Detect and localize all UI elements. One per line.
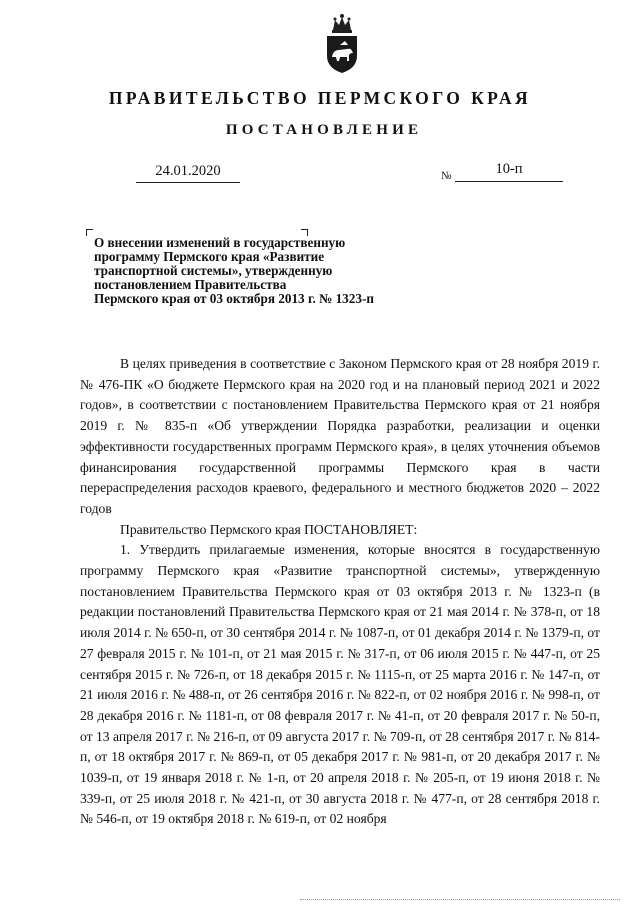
document-subject — [94, 236, 434, 306]
document-type: ПОСТАНОВЛЕНИЕ — [225, 122, 423, 138]
document-date: 24.01.2020 — [136, 163, 240, 183]
number-sign: № — [441, 170, 452, 182]
subject-corner-left — [86, 229, 93, 236]
document-number: 10-п — [455, 161, 563, 182]
preamble-paragraph: В целях приведения в соответствие с Законом Пермского края от 28 ноября 2019 г. № 476-ПК «О бюджете Пермского края на 2020 год и на плановый период 2021 и 2022 годов», в соответствии с постановлением Правительства Пермского края от 21 ноября 2019 г. № 835-п «Об утверждении Порядка разработки, реализации и оценки эффективности государственных программ Пермского края», в целях уточнения объемов финансирования государственной программы Пермского края в части перераспределения расходов краевого, федерального и местного бюджетов 2020 – 2022 годов — [80, 356, 600, 516]
subject-line: постановлением Правительства — [94, 277, 287, 292]
document-body — [80, 354, 600, 830]
coat-of-arms-icon — [323, 12, 361, 74]
subject-line: Пермского края от 03 октября 2013 г. № 1323-п — [94, 291, 374, 306]
subject-line: программу Пермского края «Развитие — [94, 249, 325, 264]
resolution-paragraph: Правительство Пермского края ПОСТАНОВЛЯЕТ: — [120, 521, 418, 537]
subject-line: транспортной системы», утвержденную — [94, 263, 333, 278]
page-bottom-rule — [300, 899, 620, 900]
government-title: ПРАВИТЕЛЬСТВО ПЕРМСКОГО КРАЯ — [108, 88, 532, 108]
item-1-paragraph: 1. Утвердить прилагаемые изменения, которые вносятся в государственную программу Пермского края «Развитие транспортной системы», утвержденную постановлением Правительства Пермского края от 03 октября 2013 г. № 1323-п (в редакции постановлений Правительства Пермского края от 21 мая 2014 г. № 378-п, от 18 июля 2014 г. № 650-п, от 30 сентября 2014 г. № 1087-п, от 01 декабря 2014 г. № 1379-п, от 27 февраля 2015 г. № 101-п, от 21 мая 2015 г. № 317-п, от 06 июля 2015 г. № 447-п, от 25 сентября 2015 г. № 726-п, от 18 декабря 2015 г. № 1115-п, от 25 марта 2016 г. № 147-п, от 21 июля 2016 г. № 488-п, от 26 сентября 2016 г. № 822-п, от 02 ноября 2016 г. № 998-п, от 28 декабря 2016 г. № 1181-п, от 08 февраля 2017 г. № 41-п, от 20 февраля 2017 г. № 50-п, от 13 апреля 2017 г. № 216-п, от 09 августа 2017 г. № 709-п, от 28 сентября 2017 г. № 814-п, от 18 октября 2017 г. № 869-п, от 05 декабря 2017 г. № 981-п, от 20 декабря 2017 г. № 1039-п, от 19 января 2018 г. № 1-п, от 20 апреля 2018 г. № 205-п, от 19 июня 2018 г. № 339-п, от 25 июля 2018 г. № 421-п, от 30 августа 2018 г. № 477-п, от 28 сентября 2018 г. № 546-п, от 19 октября 2018 г. № 619-п, от 02 ноября — [80, 542, 600, 827]
subject-line: О внесении изменений в государственную — [94, 235, 346, 250]
